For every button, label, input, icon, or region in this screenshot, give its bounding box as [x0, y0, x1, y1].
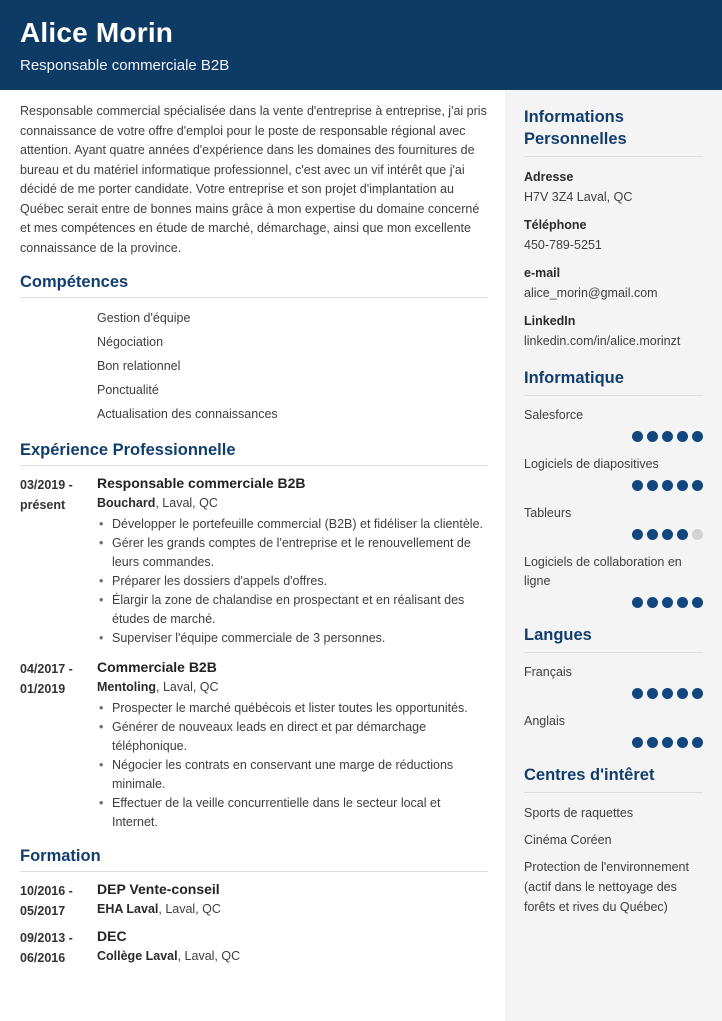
company-location: , Laval, QC [156, 680, 219, 694]
skill-dot [692, 737, 703, 748]
interest-item: Protection de l'environnement (actif dans le nettoyage des forêts et rives du Québec) [524, 860, 689, 914]
job-bullet: • Effectuer de la veille concurrentielle dans le secteur local et Internet. [97, 794, 488, 832]
skill-dot [677, 688, 688, 699]
language-rating [524, 688, 703, 699]
date-start: 03/2019 - [20, 478, 73, 492]
skill-dot [692, 480, 703, 491]
person-name: Alice Morin [20, 17, 174, 48]
school-location: , Laval, QC [177, 949, 241, 963]
field-label: e-mail [524, 266, 561, 280]
skill-dot [677, 737, 688, 748]
school-line [97, 946, 488, 966]
experience-heading: Expérience Professionnelle [20, 440, 488, 466]
competences-list [20, 306, 488, 426]
skill-dot [677, 480, 688, 491]
field-value: alice_morin@gmail.com [524, 286, 658, 300]
job-bullet: • Développer le portefeuille commercial (B2B) et fidéliser la clientèle. [97, 515, 488, 534]
formation-dates [20, 880, 97, 921]
skill-dot [692, 431, 703, 442]
formation-dates [20, 927, 97, 968]
skill-label: Salesforce [524, 408, 584, 422]
date-start: 09/2013 - [20, 931, 73, 945]
degree-title: DEP Vente-conseil [97, 881, 220, 897]
skill-dot [632, 431, 643, 442]
formation-body [97, 880, 488, 921]
date-end: 05/2017 [20, 904, 66, 918]
field-label: Adresse [524, 170, 574, 184]
skill-dot [632, 529, 643, 540]
section-langues [524, 624, 703, 748]
job-bullet: • Prospecter le marché québécois et lister toutes les opportunités. [97, 699, 488, 718]
skill-rating [524, 529, 703, 540]
skill-dot [662, 431, 673, 442]
job-title: Commerciale B2B [97, 659, 217, 675]
personal-field-email [524, 263, 703, 303]
experience-entry [20, 474, 488, 648]
personal-field-linkedin [524, 311, 703, 351]
experience-dates [20, 658, 97, 832]
competence-item: Ponctualité [97, 383, 159, 397]
date-start: 04/2017 - [20, 662, 73, 676]
skill-dot [647, 688, 658, 699]
skill-dot [632, 597, 643, 608]
competence-item: Négociation [97, 335, 164, 349]
skill-item [524, 504, 703, 540]
field-value: 450-789-5251 [524, 238, 602, 252]
school-line [97, 899, 488, 919]
skill-dot [692, 529, 703, 540]
skill-rating [524, 597, 703, 608]
date-end: 06/2016 [20, 951, 66, 965]
language-rating [524, 737, 703, 748]
experience-dates [20, 474, 97, 648]
interest-item: Cinéma Coréen [524, 833, 612, 847]
school-location: , Laval, QC [158, 902, 221, 916]
job-company-line [97, 493, 488, 513]
interets-heading: Centres d'intêret [524, 764, 703, 793]
field-value: linkedin.com/in/alice.morinzt [524, 334, 681, 348]
date-end: 01/2019 [20, 682, 66, 696]
section-informatique [524, 367, 703, 608]
personal-field-adresse [524, 167, 703, 207]
skill-dot [662, 480, 673, 491]
skill-dot [647, 529, 658, 540]
interest-item: Sports de raquettes [524, 806, 634, 820]
language-item [524, 663, 703, 699]
job-company-line [97, 677, 488, 697]
language-label: Français [524, 665, 572, 679]
job-bullet: • Superviser l'équipe commerciale de 3 personnes. [97, 629, 488, 648]
competences-heading: Compétences [20, 272, 488, 298]
skill-rating [524, 431, 703, 442]
skill-dot [662, 529, 673, 540]
skill-dot [677, 597, 688, 608]
skill-item [524, 406, 703, 442]
skill-rating [524, 480, 703, 491]
skill-dot [662, 597, 673, 608]
langues-heading: Langues [524, 624, 703, 653]
school-name: Collège Laval [97, 949, 178, 963]
header [0, 0, 722, 90]
skill-label: Logiciels de diapositives [524, 457, 659, 471]
school-name: EHA Laval [97, 902, 159, 916]
experience-body [97, 658, 488, 832]
skill-dot [647, 480, 658, 491]
job-bullets [97, 699, 488, 832]
date-end: présent [20, 498, 66, 512]
section-competences [20, 272, 488, 426]
sidebar-column [505, 90, 722, 1021]
skill-label: Logiciels de collaboration en ligne [524, 555, 682, 588]
skill-dot [632, 737, 643, 748]
field-label: LinkedIn [524, 314, 576, 328]
company-location: , Laval, QC [155, 496, 218, 510]
language-item [524, 712, 703, 748]
informatique-heading: Informatique [524, 367, 703, 396]
summary-paragraph: Responsable commercial spécialisée dans la vente d'entreprise à entreprise, j'ai pris connaissance de votre offre d'emploi pour le poste de responsable régional avec attention. Ayant quatre années d'expérience dans les domaines des fournitures de bureau et du matériel informatique professionnel, c'est avec un vif intérêt que j'ai décidé de me porter candidate. Votre entreprise et son projet d'implantation au Québec serait entre de bonnes mains grâce à mon expertise du domaine concerné et mes compétences en étude de marché, démarchage, ainsi que mon excellente connaissance de la province. [20, 104, 487, 255]
skill-item [524, 455, 703, 491]
job-bullet: • Élargir la zone de chalandise en prospectant et en réalisant des études de marché. [97, 591, 488, 629]
skill-dot [662, 737, 673, 748]
personal-info-heading: Informations Personnelles [524, 106, 703, 157]
job-bullet: • Négocier les contrats en conservant une marge de réductions minimale. [97, 756, 488, 794]
formation-heading: Formation [20, 846, 488, 872]
company-name: Mentoling [97, 680, 157, 694]
job-bullet: • Générer de nouveaux leads en direct et par démarchage téléphonique. [97, 718, 488, 756]
experience-entry [20, 658, 488, 832]
section-formation [20, 846, 488, 968]
skill-dot [662, 688, 673, 699]
competence-item: Bon relationnel [97, 359, 181, 373]
date-start: 10/2016 - [20, 884, 73, 898]
field-label: Téléphone [524, 218, 587, 232]
competence-item: Gestion d'équipe [97, 311, 191, 325]
formation-body [97, 927, 488, 968]
skill-dot [677, 529, 688, 540]
personal-field-telephone [524, 215, 703, 255]
skill-dot [647, 431, 658, 442]
skill-dot [632, 480, 643, 491]
section-experience [20, 440, 488, 832]
company-name: Bouchard [97, 496, 156, 510]
competence-item: Actualisation des connaissances [97, 407, 278, 421]
section-personal-info [524, 106, 703, 351]
skill-item [524, 553, 703, 608]
skill-label: Tableurs [524, 506, 572, 520]
job-bullet: • Gérer les grands comptes de l'entreprise et le renouvellement de leurs commandes. [97, 534, 488, 572]
section-interets [524, 764, 703, 917]
experience-body [97, 474, 488, 648]
field-value: H7V 3Z4 Laval, QC [524, 190, 633, 204]
language-label: Anglais [524, 714, 565, 728]
skill-dot [677, 431, 688, 442]
main-column [20, 90, 488, 974]
skill-dot [632, 688, 643, 699]
job-title: Responsable commerciale B2B [97, 475, 306, 491]
skill-dot [647, 597, 658, 608]
formation-entry [20, 927, 488, 968]
job-bullet: • Préparer les dossiers d'appels d'offres. [97, 572, 488, 591]
degree-title: DEC [97, 928, 127, 944]
skill-dot [692, 688, 703, 699]
person-job-title: Responsable commerciale B2B [20, 57, 230, 74]
formation-entry [20, 880, 488, 921]
skill-dot [692, 597, 703, 608]
job-bullets [97, 515, 488, 648]
skill-dot [647, 737, 658, 748]
